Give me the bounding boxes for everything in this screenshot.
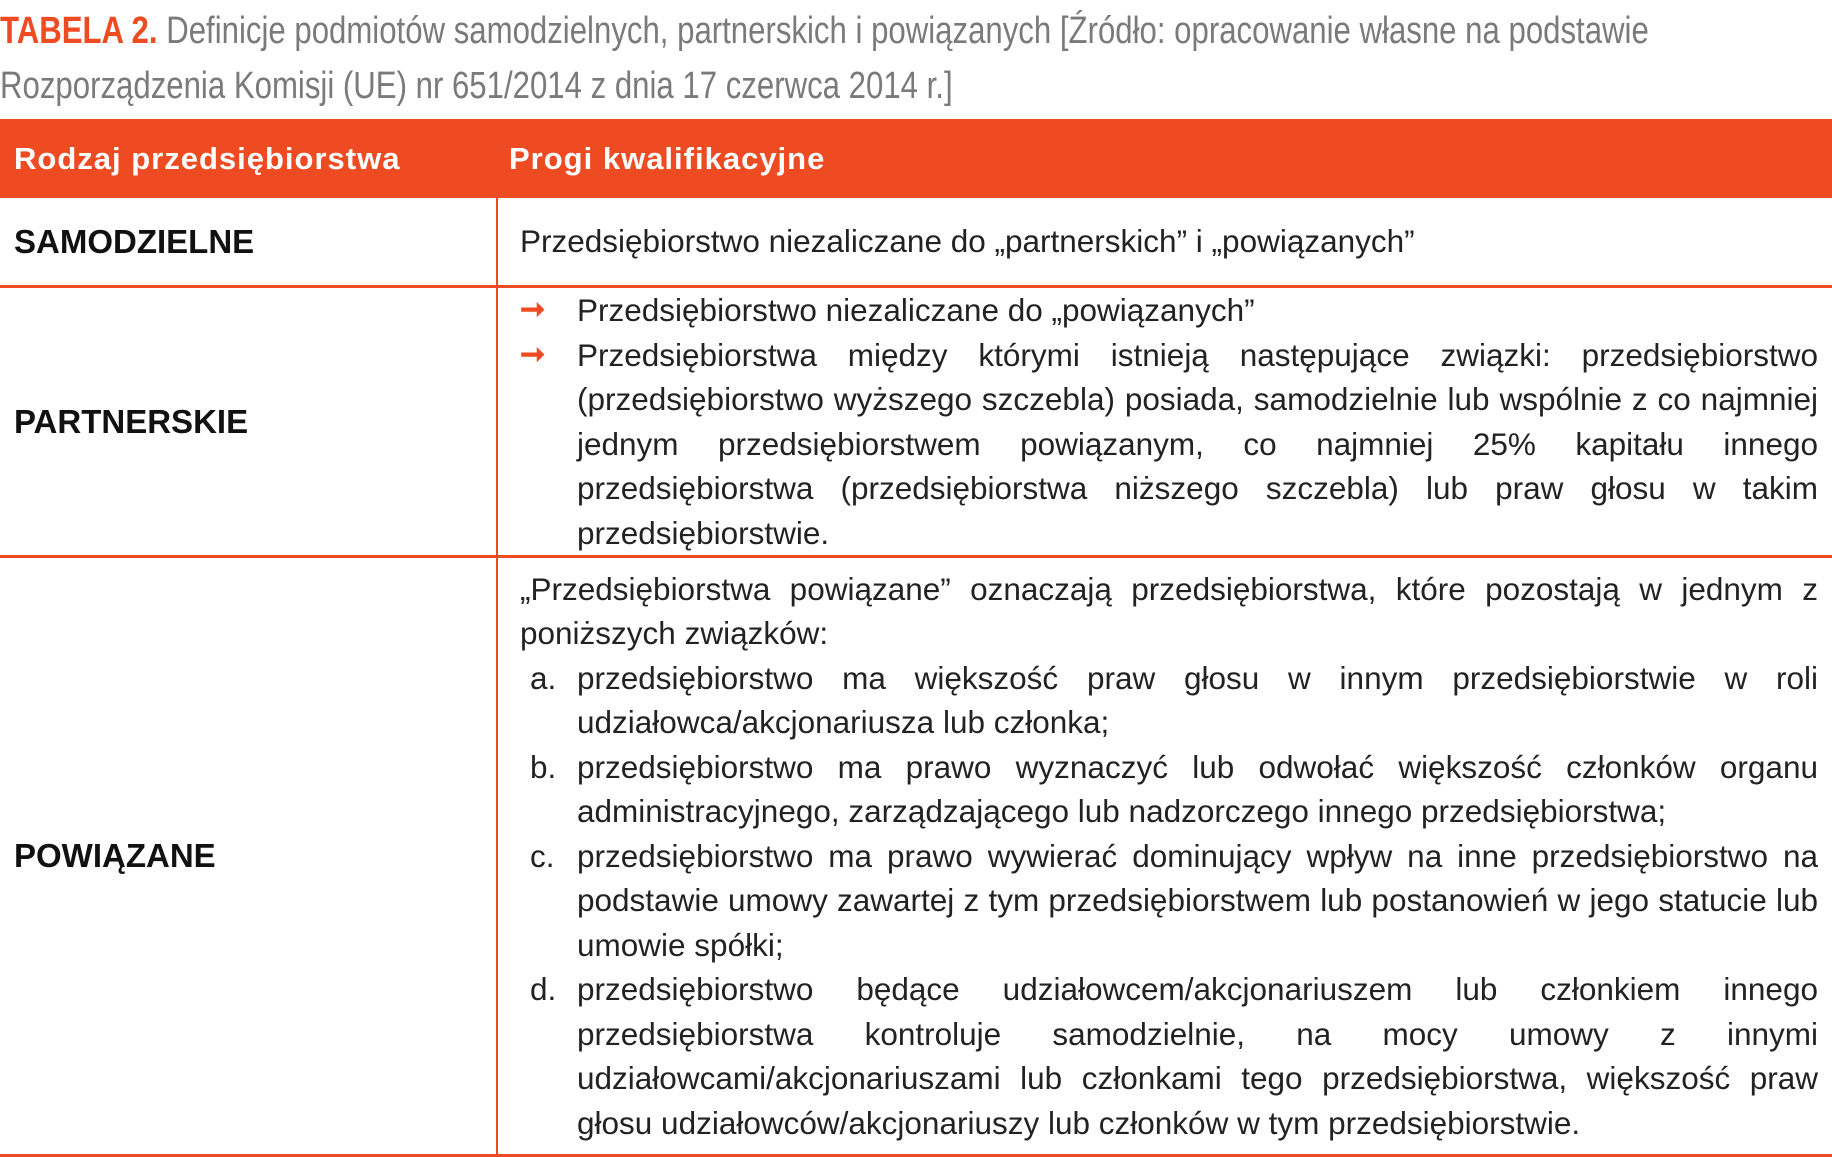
row-text: Przedsiębiorstwo niezaliczane do „partnerskich” i „powiązanych” <box>520 223 1415 260</box>
list-item-text: przedsiębiorstwo ma większość praw głosu w innym przedsiębiorstwie w roli udziałowca/akcjonariusza lub członka; <box>577 659 1818 741</box>
row-content <box>497 287 1832 557</box>
row-label: POWIĄZANE <box>0 557 497 1156</box>
arrow-right-icon: ➞ <box>520 293 546 326</box>
list-marker: a. <box>530 659 557 696</box>
bullet-item <box>520 288 1818 333</box>
header-thresholds: Progi kwalifikacyjne <box>509 140 826 176</box>
row-label: SAMODZIELNE <box>0 198 497 287</box>
intro-text: „Przedsiębiorstwa powiązane” oznaczają przedsiębiorstwa, które pozostają w jednym z poniższych związków: <box>520 570 1818 652</box>
arrow-right-icon: ➞ <box>520 337 546 371</box>
list-item <box>520 834 1818 968</box>
list-item-text: przedsiębiorstwo ma prawo wyznaczyć lub odwołać większość członków organu administracyjnego, zarządzającego lub nadzorczego innego przedsiębiorstwa; <box>577 748 1818 830</box>
table-header-row <box>0 119 1832 198</box>
list-marker: b. <box>530 748 557 785</box>
caption-text: Definicje podmiotów samodzielnych, partnerskich i powiązanych [Źródło: opracowanie własne na podstawie Rozporządzenia Komisji (UE) nr 651/2014 z dnia 17 czerwca 2014 r.] <box>0 10 1649 107</box>
header-company-type: Rodzaj przedsiębiorstwa <box>14 140 401 176</box>
table-row-partnerskie <box>0 287 1832 557</box>
table-row-samodzielne <box>0 198 1832 287</box>
lettered-list <box>520 656 1818 1146</box>
row-label: PARTNERSKIE <box>0 287 497 557</box>
list-item-text: przedsiębiorstwo będące udziałowcem/akcjonariuszem lub członkiem innego przedsiębiorstwa kontroluje samodzielnie, na mocy umowy z innymi udziałowcami/akcjonariuszami lub członkami tego przedsiębiorstwa, większość praw głosu udziałowców/akcjonariuszy lub członków w tym przedsiębiorstwie. <box>577 971 1818 1141</box>
list-marker: c. <box>530 837 555 874</box>
list-item <box>520 967 1818 1145</box>
caption-tag: TABELA 2. <box>0 10 158 52</box>
list-item <box>520 745 1818 834</box>
list-marker: d. <box>530 971 557 1008</box>
row-content <box>497 557 1832 1156</box>
list-item-text: przedsiębiorstwo ma prawo wywierać dominujący wpływ na inne przedsiębiorstwo na podstawie umowy zawartej z tym przedsiębiorstwem lub postanowień w jego statucie lub umowie spółki; <box>577 837 1818 963</box>
table-caption <box>0 4 1820 114</box>
bullet-text: Przedsiębiorstwo niezaliczane do „powiązanych” <box>577 292 1255 328</box>
table-row-powiazane <box>0 557 1832 1156</box>
list-item <box>520 656 1818 745</box>
definitions-table <box>0 119 1832 1157</box>
bullet-text: Przedsiębiorstwa między którymi istnieją następujące związki: przedsiębiorstwo (przedsiębiorstwo wyższego szczebla) posiada, samodzielnie lub wspólnie z co najmniej jednym przedsiębiorstwem powiązanym, co najmniej 25% kapitału innego przedsiębiorstwa (przedsiębiorstwa niższego szczebla) lub praw głosu w takim przedsiębiorstwie. <box>577 336 1818 551</box>
bullet-item <box>520 333 1818 556</box>
row-content <box>497 198 1832 287</box>
